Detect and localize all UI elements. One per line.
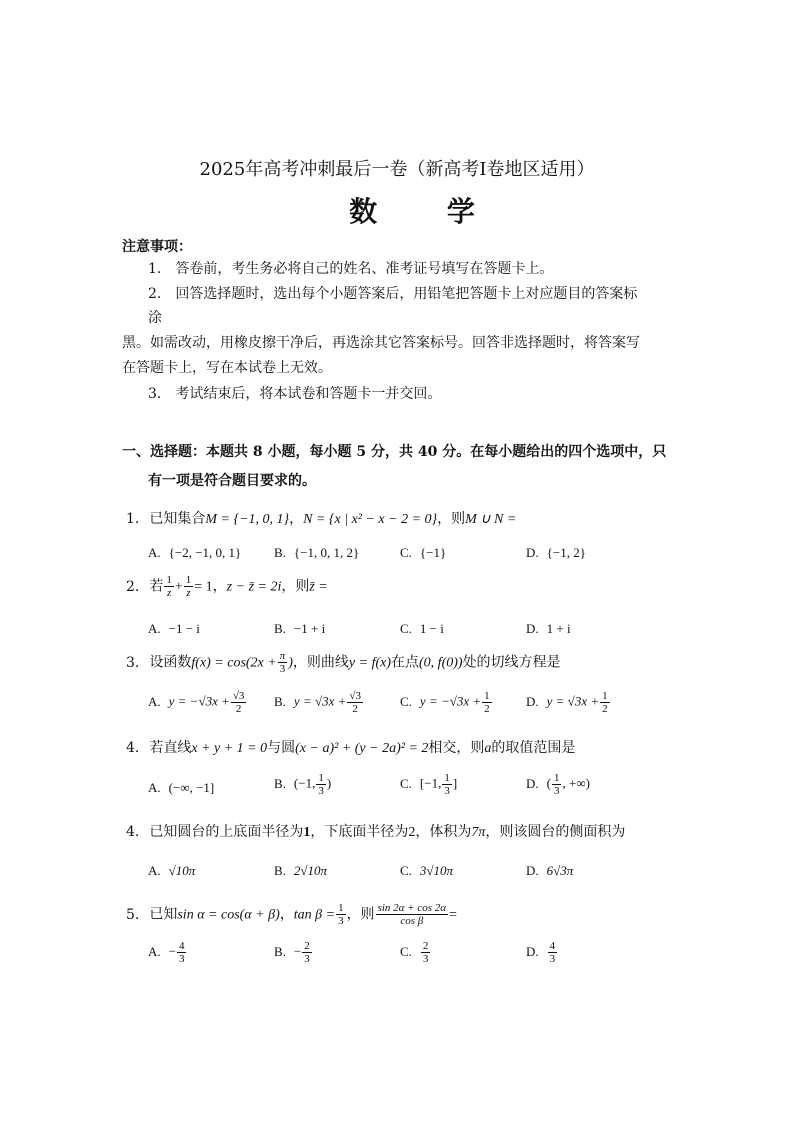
subject-heading: 数 学 [349, 195, 505, 228]
math-expr: = [449, 907, 457, 923]
question-number: 4. [126, 740, 140, 756]
question-5-option-a[interactable] [148, 940, 187, 965]
numerator: 1 [553, 772, 560, 784]
notice-num: 3. [148, 386, 162, 402]
question-number: 3. [126, 654, 140, 671]
option-label: C. [400, 545, 412, 560]
question-3-option-d[interactable] [526, 690, 611, 715]
section-heading-line1: 一、选择题：本题共 8 小题，每小题 5 分，共 40 分。在每小题给出的四个选项中，只 [122, 444, 667, 460]
numerator: 2 [422, 940, 429, 952]
denominator: 2 [484, 703, 490, 716]
question-1-stem [126, 508, 516, 528]
stem-text: ，则该圆台的侧面积为 [485, 824, 626, 840]
numerator: 4 [178, 940, 185, 952]
math-expr: a [484, 741, 492, 756]
question-1-option-c[interactable] [400, 545, 446, 561]
numerator: 2 [304, 940, 310, 952]
notice-text: 考试结束后，将本试卷和答题卡一并交回。 [175, 386, 442, 402]
question-number: 4. [126, 824, 140, 840]
option-label: C. [400, 693, 412, 709]
denominator: 3 [553, 785, 560, 798]
option-text: − [168, 943, 176, 959]
denominator: cos β [400, 915, 424, 928]
fraction [231, 690, 247, 715]
option-text: √10π [168, 863, 196, 878]
numerator: 1 [484, 690, 490, 702]
numerator: sin 2α + cos 2α [377, 902, 447, 914]
fraction [336, 902, 346, 927]
math-expr: z − z̄ = 2i [226, 579, 282, 595]
denominator: z [166, 587, 172, 600]
option-label: B. [274, 693, 286, 709]
option-label: D. [526, 775, 539, 791]
option-text: 6√3π [546, 863, 574, 878]
question-4b-option-b[interactable] [274, 863, 327, 879]
math-expr: y = f(x) [348, 655, 392, 671]
notice-item-3 [148, 383, 441, 403]
notice-num: 2. [148, 286, 162, 302]
numerator: π [279, 650, 286, 662]
question-number: 2. [126, 578, 140, 595]
question-1-option-a[interactable] [148, 545, 241, 561]
notice-item-2 [148, 283, 637, 303]
denominator: 3 [178, 953, 185, 966]
denominator: 2 [352, 703, 358, 716]
math-expr: (x − a)² + (y − 2a)² = 2 [295, 741, 429, 756]
math-expr: 7π [471, 825, 486, 840]
stem-text: ，则 [437, 511, 466, 527]
fraction [184, 574, 194, 599]
stem-text: 的取值范围是 [491, 740, 576, 756]
question-5-option-b[interactable] [274, 940, 313, 965]
option-text: y = √3x + [293, 693, 347, 709]
question-3-option-c[interactable] [400, 690, 493, 715]
notice-text: 答卷前，考生务必将自己的姓名、准考证号填写在答题卡上。 [175, 261, 554, 277]
option-text: {−2, −1, 0, 1} [168, 545, 242, 560]
math-expr: x + y + 1 = 0 [191, 741, 268, 756]
option-label: A. [148, 863, 161, 878]
question-2-option-a[interactable] [148, 621, 200, 637]
option-text: {−1, 2} [546, 545, 586, 560]
math-set-m: M = {−1, 0, 1} [205, 512, 290, 527]
fraction [600, 690, 610, 715]
numerator: 1 [166, 574, 172, 586]
denominator: 3 [338, 915, 344, 928]
stem-text: ， [279, 906, 294, 923]
fraction [442, 772, 452, 797]
numerator: √3 [232, 690, 245, 702]
option-text: {−1, 0, 1, 2} [293, 545, 360, 560]
notice-item-2-cont2: 黑。如需改动，用橡皮擦干净后，再选涂其它答案标号。回答非选择题时，将答案写 [122, 335, 640, 351]
math-expr: z̄ = [309, 579, 328, 595]
denominator: 3 [304, 953, 310, 966]
option-text: , +∞) [562, 775, 590, 791]
stem-text: ，体积为 [415, 824, 472, 840]
option-text: [−1, [419, 775, 442, 791]
option-label: D. [526, 863, 539, 878]
option-label: A. [148, 780, 161, 795]
fraction [482, 690, 492, 715]
fraction [177, 940, 187, 965]
option-text: {−1} [419, 545, 447, 560]
notice-text: 回答选择题时，选出每个小题答案后，用铅笔把答题卡上对应题目的答案标 [175, 286, 638, 302]
question-4b-option-d[interactable] [526, 863, 573, 879]
math-expr: M ∪ N = [465, 512, 517, 527]
fraction [347, 690, 363, 715]
question-4-option-c[interactable] [400, 772, 457, 797]
fraction [421, 940, 431, 965]
fraction [548, 940, 558, 965]
option-label: A. [148, 943, 161, 959]
question-number: 5. [126, 906, 140, 923]
math-expr: = 1 [194, 579, 213, 595]
math-expr: ) [288, 655, 293, 671]
paper-title: 2025年高考冲刺最后一卷（新高考Ⅰ卷地区适用） [199, 159, 595, 180]
question-2-option-d[interactable] [526, 621, 571, 637]
question-4b-option-c[interactable] [400, 863, 453, 879]
option-text: −1 − i [168, 621, 200, 636]
option-text: ) [326, 775, 332, 791]
fraction [552, 772, 562, 797]
denominator: 2 [602, 703, 608, 716]
fraction [316, 772, 326, 797]
question-3-stem [126, 650, 561, 675]
option-label: C. [400, 943, 412, 959]
denominator: 3 [549, 953, 556, 966]
numerator: 1 [602, 690, 608, 702]
option-label: B. [274, 775, 286, 791]
math-expr: tan β = [293, 907, 336, 923]
stem-text: 在点 [391, 654, 420, 671]
math-expr: f(x) = cos(2x + [191, 655, 277, 671]
stem-text: 设函数 [149, 654, 192, 671]
stem-text: 相交，则 [428, 740, 485, 756]
question-5-stem [126, 902, 457, 927]
question-4b-option-a[interactable] [148, 863, 195, 879]
stem-text: ，则 [281, 578, 310, 595]
question-number: 1. [126, 511, 140, 527]
question-4-option-b[interactable] [274, 772, 331, 797]
option-label: B. [274, 863, 286, 878]
question-2-option-b[interactable] [274, 621, 325, 637]
denominator: 2 [235, 703, 242, 716]
question-4-option-d[interactable] [526, 772, 590, 797]
question-2-option-c[interactable] [400, 621, 444, 637]
option-text: 3√10π [419, 863, 454, 878]
option-text: 2√10π [293, 863, 328, 878]
option-label: B. [274, 545, 286, 560]
stem-text: ， [212, 578, 227, 595]
stem-text: ，下底面半径为 [310, 824, 409, 840]
option-text: (−1, [293, 775, 316, 791]
stem-text: 若直线 [149, 740, 192, 756]
fraction [278, 650, 288, 675]
question-4b-stem [126, 821, 625, 841]
notice-item-2-cont3: 在答题卡上，写在本试卷上无效。 [122, 360, 332, 376]
stem-text: 与圆 [267, 740, 296, 756]
denominator: 3 [279, 663, 286, 676]
question-4-option-a[interactable] [148, 780, 214, 796]
denominator: 3 [444, 785, 450, 798]
question-2-stem: 2. 若 $\frac{1}{z}$ + $\frac{1}{z}$ = 1，z − z̄ = 2i，则z̄ = [126, 574, 328, 600]
option-label: A. [148, 621, 161, 636]
option-label: C. [400, 621, 412, 636]
stem-text: 已知 [149, 906, 178, 923]
math-expr: (0, f(0)) [419, 655, 463, 671]
option-label: B. [274, 943, 286, 959]
question-5-option-d[interactable] [526, 940, 558, 965]
option-label: C. [400, 775, 412, 791]
option-label: D. [526, 693, 539, 709]
numerator: 1 [444, 772, 450, 784]
option-text: (−∞, −1] [168, 780, 215, 795]
option-label: D. [526, 621, 539, 636]
option-label: A. [148, 545, 161, 560]
question-1-option-d[interactable] [526, 545, 586, 561]
numerator: 1 [338, 902, 344, 914]
option-text: y = √3x + [546, 693, 600, 709]
stem-text: 已知集合 [149, 511, 206, 527]
math-set-n: N = {x | x² − x − 2 = 0} [303, 512, 438, 527]
question-1-option-b[interactable] [274, 545, 359, 561]
notice-title: 注意事项： [122, 239, 192, 255]
option-text: ( [546, 775, 551, 791]
option-text: ] [452, 775, 458, 791]
stem-text: ，则曲线 [292, 654, 349, 671]
option-text: −1 + i [293, 621, 326, 636]
numerator: 4 [549, 940, 556, 952]
notice-num: 1. [148, 261, 162, 277]
stem-text: 处的切线方程是 [462, 654, 561, 671]
math-expr: 2 [408, 825, 416, 840]
fraction [302, 940, 312, 965]
option-text: y = −√3x + [419, 693, 482, 709]
stem-text: ，则 [346, 906, 375, 923]
stem-text: 若 [149, 578, 164, 595]
section-heading-line2: 有一项是符合题目要求的。 [148, 473, 316, 489]
numerator: √3 [349, 690, 361, 702]
option-label: D. [526, 545, 539, 560]
option-label: C. [400, 863, 412, 878]
question-3-option-a[interactable] [148, 690, 247, 715]
stem-text: 已知圆台的上底面半径为 [149, 824, 304, 840]
option-text: 1 − i [419, 621, 444, 636]
math-expr: 1 [303, 825, 311, 840]
question-5-option-c[interactable] [400, 940, 431, 965]
denominator: 3 [318, 785, 324, 798]
option-label: A. [148, 693, 161, 709]
numerator: 1 [185, 574, 192, 586]
denominator: z [186, 587, 191, 600]
fraction [164, 574, 174, 599]
option-text: y = −√3x + [168, 693, 230, 709]
denominator: 3 [422, 953, 429, 966]
question-3-option-b[interactable] [274, 690, 364, 715]
option-text: − [293, 943, 302, 959]
fraction [376, 902, 448, 927]
notice-item-1 [148, 258, 553, 278]
question-4-stem [126, 737, 575, 757]
stem-text: ， [289, 511, 304, 527]
notice-item-2-cont1: 涂 [148, 310, 162, 326]
option-text: 1 + i [546, 621, 571, 636]
numerator: 1 [318, 772, 324, 784]
option-label: D. [526, 943, 539, 959]
option-label: B. [274, 621, 286, 636]
math-expr: sin α = cos(α + β) [177, 907, 280, 923]
